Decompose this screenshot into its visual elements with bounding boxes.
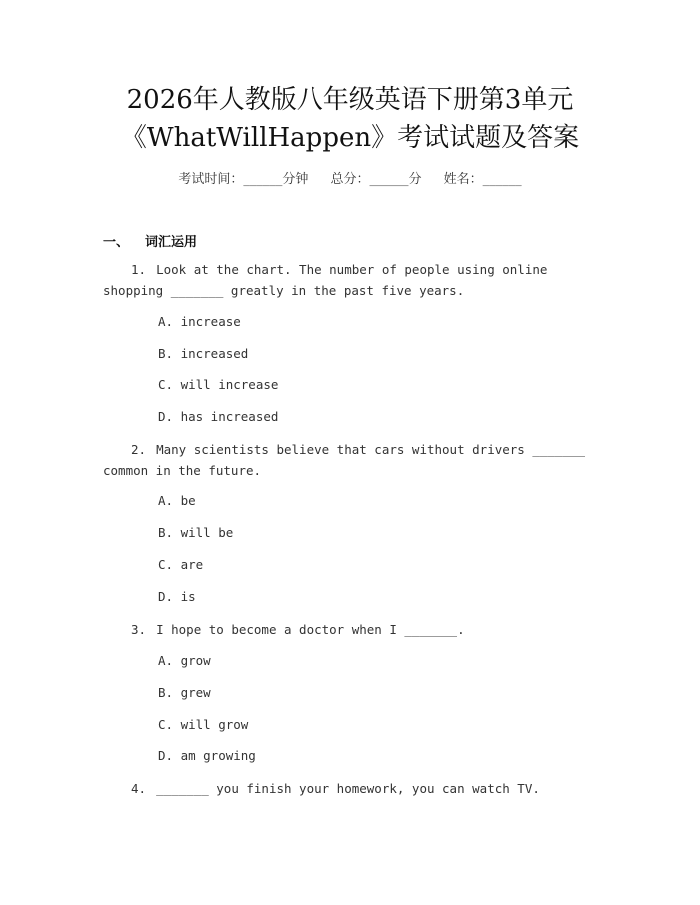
option: D. is bbox=[158, 589, 196, 604]
option: A. increase bbox=[158, 314, 241, 329]
question-2 bbox=[103, 439, 603, 481]
option: C. will grow bbox=[158, 717, 249, 732]
question-text: Many scientists believe that cars without drivers _______ common in the future. bbox=[103, 442, 586, 478]
option: B. increased bbox=[158, 346, 249, 361]
question-3 bbox=[103, 619, 603, 640]
section-heading bbox=[103, 231, 197, 250]
question-1 bbox=[103, 259, 603, 301]
question-number: 1. bbox=[131, 262, 147, 277]
section-number: 一、 bbox=[103, 235, 130, 250]
question-text: _______ you finish your homework, you can watch TV. bbox=[156, 781, 540, 796]
option: B. will be bbox=[158, 525, 234, 540]
option: D. am growing bbox=[158, 748, 256, 763]
option: B. grew bbox=[158, 685, 211, 700]
option: C. will increase bbox=[158, 377, 279, 392]
question-text: I hope to become a doctor when I _______. bbox=[156, 622, 465, 637]
question-4 bbox=[103, 778, 603, 799]
question-number: 3. bbox=[131, 622, 147, 637]
exam-name: 姓名：______ bbox=[443, 172, 522, 187]
question-number: 4. bbox=[131, 781, 147, 796]
option: A. be bbox=[158, 493, 196, 508]
exam-time: 考试时间：______分钟 bbox=[178, 172, 309, 187]
exam-score: 总分：______分 bbox=[330, 172, 422, 187]
option: D. has increased bbox=[158, 409, 279, 424]
question-number: 2. bbox=[131, 442, 147, 457]
section-title: 词汇运用 bbox=[145, 235, 198, 250]
option: C. are bbox=[158, 557, 204, 572]
document-title-line-2: 《WhatWillHappen》考试试题及答案 bbox=[120, 123, 580, 153]
option: A. grow bbox=[158, 653, 211, 668]
exam-meta bbox=[0, 168, 700, 187]
question-text: Look at the chart. The number of people using online shopping _______ greatly in the past five years. bbox=[103, 262, 548, 298]
document-title-line-1: 2026年人教版八年级英语下册第3单元 bbox=[126, 85, 574, 115]
